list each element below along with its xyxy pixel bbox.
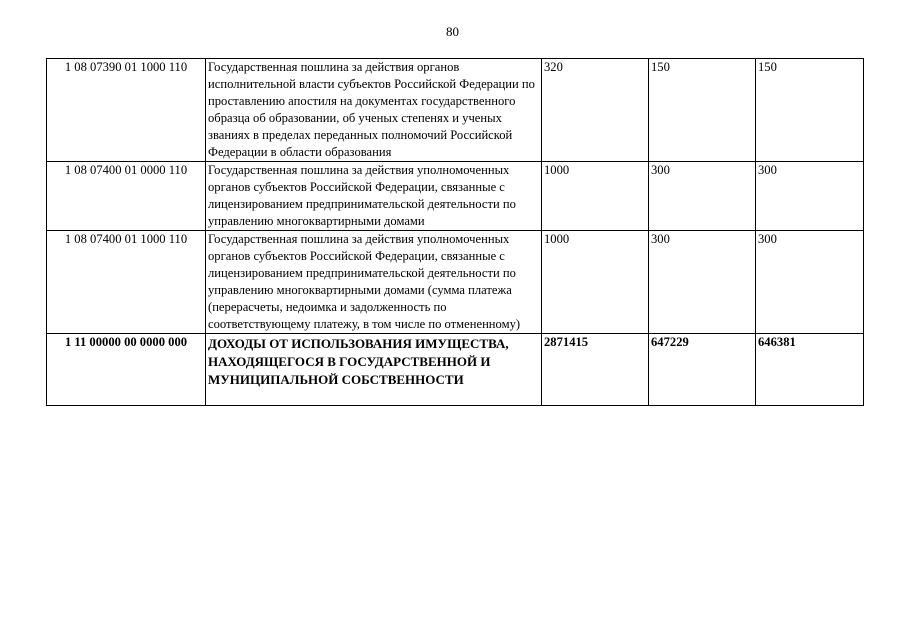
amount-year-2: 300	[649, 162, 756, 231]
budget-code: 1 08 07400 01 0000 110	[47, 162, 206, 231]
amount-year-1: 1000	[542, 162, 649, 231]
budget-code: 1 11 00000 00 0000 000	[47, 334, 206, 406]
amount-year-1: 2871415	[542, 334, 649, 406]
amount-year-1: 320	[542, 59, 649, 162]
amount-year-2: 647229	[649, 334, 756, 406]
amount-year-1: 1000	[542, 231, 649, 334]
table-row	[47, 162, 864, 231]
table-row	[47, 231, 864, 334]
table-row-section-total	[47, 334, 864, 406]
amount-year-3: 300	[756, 231, 864, 334]
table-row	[47, 59, 864, 162]
income-name: ДОХОДЫ ОТ ИСПОЛЬЗОВАНИЯ ИМУЩЕСТВА, НАХОДЯЩЕГОСЯ В ГОСУДАРСТВЕННОЙ И МУНИЦИПАЛЬНОЙ СОБСТВЕННОСТИ	[206, 334, 542, 406]
income-name: Государственная пошлина за действия уполномоченных органов субъектов Российской Федерации, связанные с лицензированием предпринимательской деятельности по управлению многоквартирными домами	[206, 162, 542, 231]
amount-year-2: 150	[649, 59, 756, 162]
amount-year-3: 646381	[756, 334, 864, 406]
budget-code: 1 08 07390 01 1000 110	[47, 59, 206, 162]
amount-year-2: 300	[649, 231, 756, 334]
budget-code: 1 08 07400 01 1000 110	[47, 231, 206, 334]
amount-year-3: 150	[756, 59, 864, 162]
budget-table	[46, 58, 864, 406]
amount-year-3: 300	[756, 162, 864, 231]
income-name: Государственная пошлина за действия органов исполнительной власти субъектов Российской Федерации по проставлению апостиля на документах государственного образца об образовании, об ученых степенях и ученых званиях в пределах переданных полномочий Российской Федерации в области образования	[206, 59, 542, 162]
page-number: 80	[446, 24, 459, 39]
income-name: Государственная пошлина за действия уполномоченных органов субъектов Российской Федерации, связанные с лицензированием предпринимательской деятельности по управлению многоквартирными домами (сумма платежа (перерасчеты, недоимка и задолженность по соответствующему платежу, в том числе по отмененному)	[206, 231, 542, 334]
